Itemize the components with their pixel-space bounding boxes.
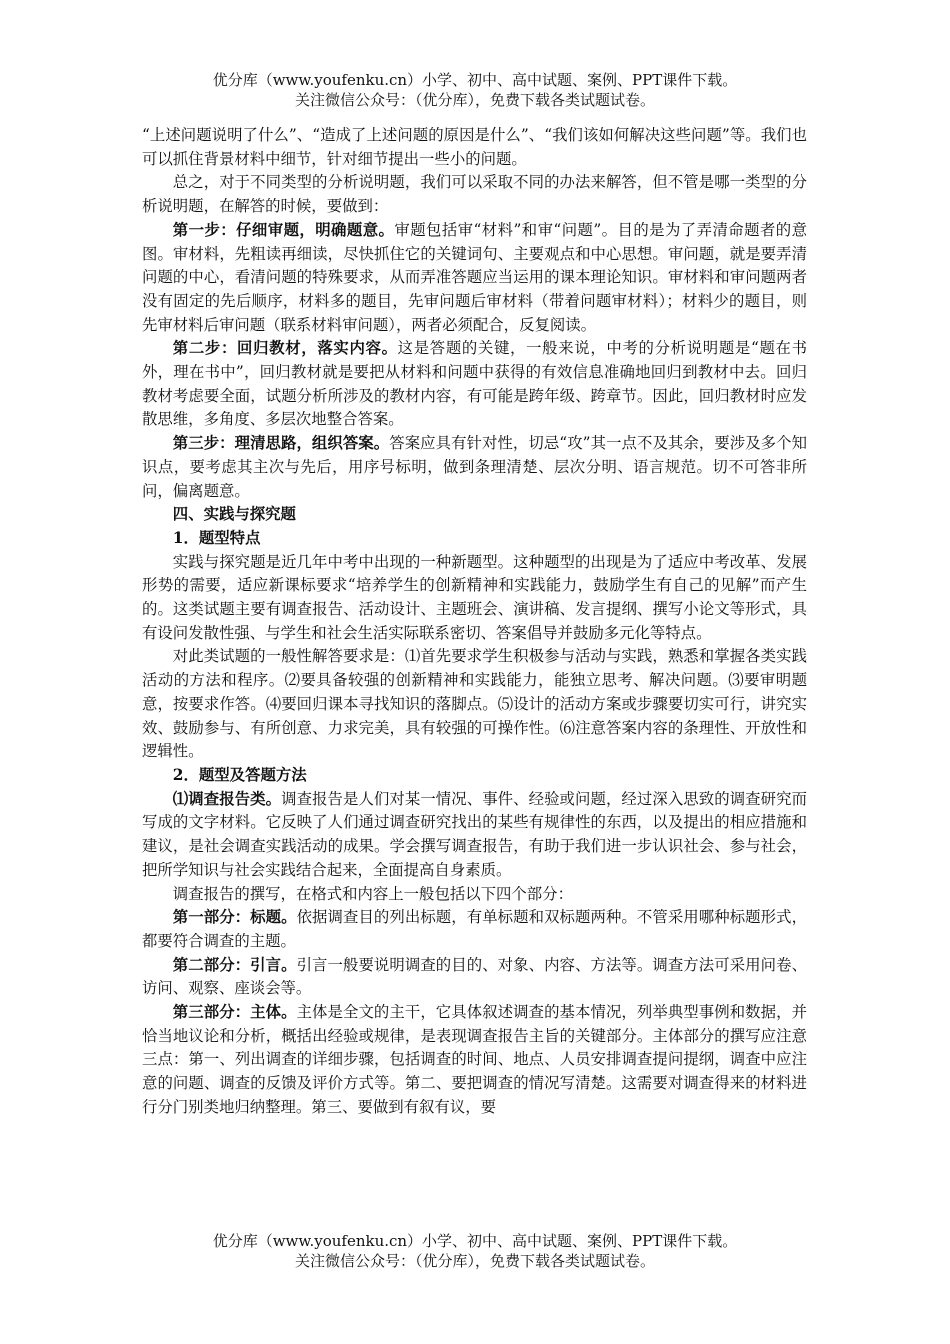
page-footer [0,1231,950,1271]
part-2-title: 第二部分：引言。 [172,955,297,974]
subsection-heading: 1．题型特点 [172,528,261,547]
report-type-paragraph [142,788,807,883]
step-1-text: 审题包括审“材料”和审“问题”。目的是为了弄清命题者的意图。审材料，先粗读再细读，尽快抓住它的关键词句、主要观点和中心思想。审问题，就是要弄清问题的中心，看清问题的特殊要求，从而弄准答题应当运用的课本理论知识。审材料和审问题两者没有固定的先后顺序，材料多的题目，先审问题后审材料（带着问题审材料）；材料少的题目，则先审材料后审问题（联系材料审问题），两者必须配合，反复阅读。 [142,220,807,334]
step-1-title: 第一步：仔细审题，明确题意。 [172,220,395,239]
report-type-title: ⑴调查报告类。 [172,789,282,808]
part-2-text: 引言一般要说明调查的目的、对象、内容、方法等。调查方法可采用问卷、访问、观察、座谈会等。 [142,955,807,998]
part-3-text: 主体是全文的主干，它具体叙述调查的基本情况，列举典型事例和数据，并恰当地议论和分析，概括出经验或规律，是表现调查报告主旨的关键部分。主体部分的撰写应注意三点：第一、列出调查的详细步骤，包括调查的时间、地点、人员安排调查提问提纲，调查中应注意的问题、调查的反馈及评价方式等。第二、要把调查的情况写清楚。这需要对调查得来的材料进行分门别类地归纳整理。第三、要做到有叙有议，要 [142,1003,807,1116]
step-1-paragraph [142,219,807,338]
footer-line-1: 优分库（www.youfenku.cn）小学、初中、高中试题、案例、PPT课件下载。 [212,1232,738,1250]
step-3-paragraph [142,432,807,503]
section-heading: 四、实践与探究题 [172,505,296,524]
step-3-title: 第三步：理清思路，组织答案。 [172,434,390,453]
paragraph: 调查报告的撰写，在格式和内容上一般包括以下四个部分： [172,884,573,903]
part-2-paragraph [142,954,807,1001]
part-3-title: 第三部分：主体。 [172,1003,297,1022]
part-1-title: 第一部分：标题。 [172,908,297,927]
header-line-2: 关注微信公众号：（优分库），免费下载各类试题试卷。 [294,91,655,109]
paragraph: 实践与探究题是近几年中考中出现的一种新题型。这种题型的出现是为了适应中考改革、发展形势的需要，适应新课标要求“培养学生的创新精神和实践能力，鼓励学生有自己的见解”而产生的。这类试题主要有调查报告、活动设计、主题班会、演讲稿、发言提纲、撰写小论文等形式，具有设问发散性强、与学生和社会生活实际联系密切、答案倡导并鼓励多元化等特点。 [142,552,807,642]
step-2-paragraph [142,337,807,432]
page-header [0,70,950,110]
step-3-text: 答案应具有针对性，切忌“攻”其一点不及其余，要涉及多个知识点，要考虑其主次与先后，用序号标明，做到条理清楚、层次分明、语言规范。切不可答非所问，偏离题意。 [142,434,807,500]
footer-line-2: 关注微信公众号：（优分库），免费下载各类试题试卷。 [294,1252,655,1270]
part-3-paragraph [142,1001,807,1120]
step-2-title: 第二步：回归教材，落实内容。 [172,339,398,358]
paragraph: 总之，对于不同类型的分析说明题，我们可以采取不同的办法来解答，但不管是哪一类型的分析说明题，在解答的时候，要做到： [142,173,807,216]
header-line-1: 优分库（www.youfenku.cn）小学、初中、高中试题、案例、PPT课件下载。 [212,71,738,89]
subsection-heading: 2．题型及答题方法 [172,765,307,784]
part-1-text: 依据调查目的列出标题，有单标题和双标题两种。不管采用哪种标题形式，都要符合调查的主题。 [142,908,807,950]
paragraph: “上述问题说明了什么”、“造成了上述问题的原因是什么”、“我们该如何解决这些问题”等。我们也可以抓住背景材料中细节，针对细节提出一些小的问题。 [142,126,807,168]
report-type-text: 调查报告是人们对某一情况、事件、经验或问题，经过深入思致的调查研究而写成的文字材料。它反映了人们通过调查研究找出的某些有规律性的东西，以及提出的相应措施和建议，是社会调查实践活动的成果。学会撰写调查报告，有助于我们进一步认识社会、参与社会，把所学知识与社会实践结合起来，全面提高自身素质。 [142,789,807,879]
part-1-paragraph [142,906,807,953]
document-body [142,124,807,1120]
paragraph: 对此类试题的一般性解答要求是：⑴首先要求学生积极参与活动与实践，熟悉和掌握各类实践活动的方法和程序。⑵要具备较强的创新精神和实践能力，能独立思考、解决问题。⑶要审明题意，按要求作答。⑷要回归课本寻找知识的落脚点。⑸设计的活动方案或步骤要切实可行，讲究实效、鼓励参与、有所创意、力求完美，具有较强的可操作性。⑹注意答案内容的条理性、开放性和逻辑性。 [142,647,807,761]
step-2-text: 这是答题的关键，一般来说，中考的分析说明题是“题在书外，理在书中”，回归教材就是要把从材料和问题中获得的有效信息准确地回归到教材中去。回归教材考虑要全面，试题分析所涉及的教材内容，有可能是跨年级、跨章节。因此，回归教材时应发散思维，多角度、多层次地整合答案。 [142,339,807,429]
